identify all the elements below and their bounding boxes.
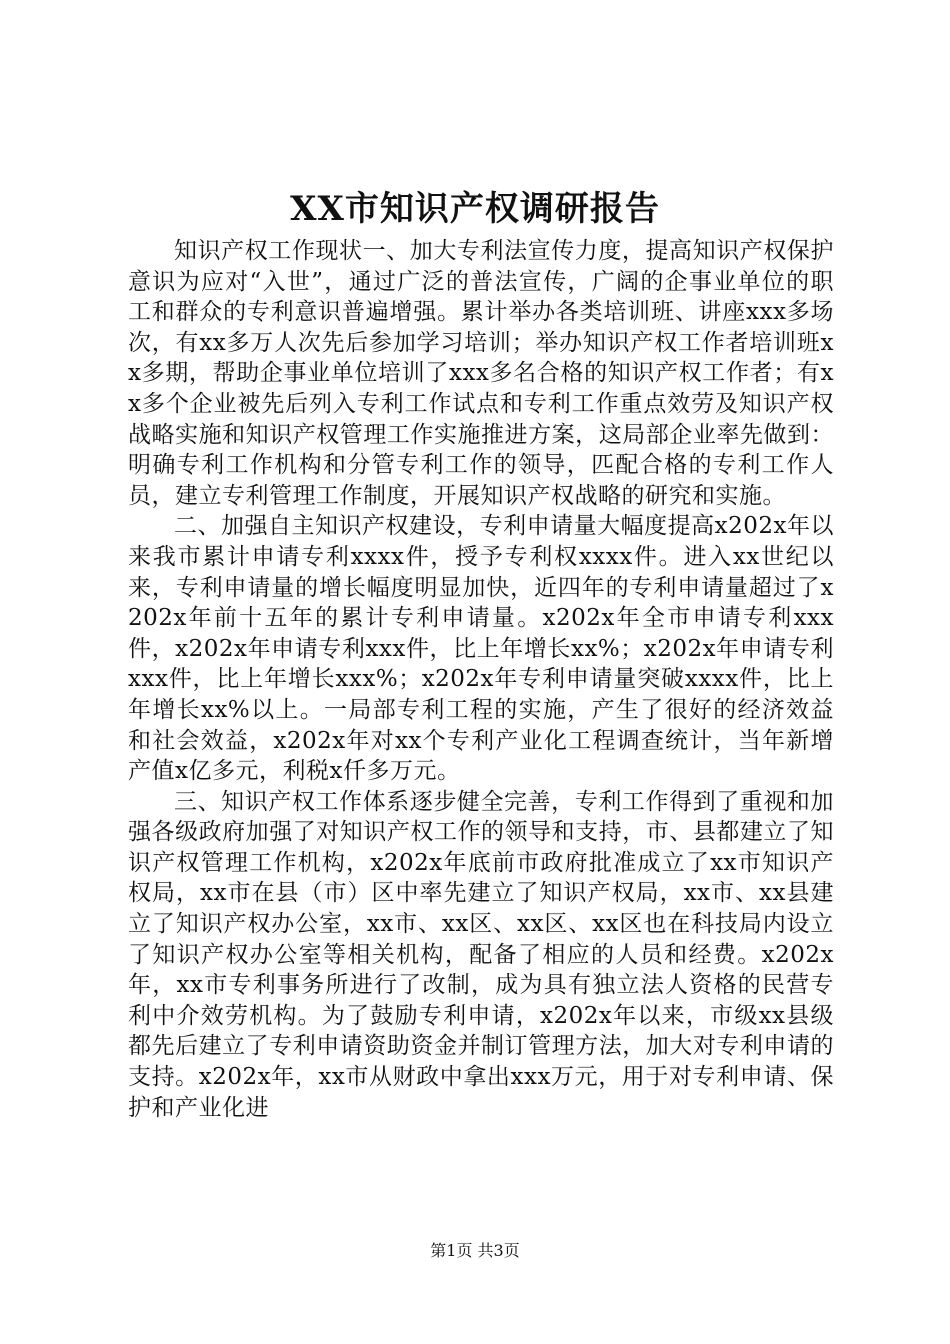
paragraph-2: 二、加强自主知识产权建设，专利申请量大幅度提高x202x年以来我市累计申请专利xxxx件，授予专利权xxxx件。进入xx世纪以来，专利申请量的增长幅度明显加快，近四年的专利申请量超过了x202x年前十五年的累计专利申请量。x202x年全市申请专利xxx件，x202x年申请专利xxx件，比上年增长xx%；x202x年申请专利xxx件，比上年增长xxx%；x202x年专利申请量突破xxxx件，比上年增长xx%以上。一局部专利工程的实施，产生了很好的经济效益和社会效益，x202x年对xx个专利产业化工程调查统计，当年新增产值x亿多元，利税x仟多万元。 xyxy=(128,513,834,785)
paragraph-1: 知识产权工作现状一、加大专利法宣传力度，提高知识产权保护意识为应对“入世”，通过广泛的普法宣传，广阔的企事业单位的职工和群众的专利意识普遍增强。累计举办各类培训班、讲座xxx多场次，有xx多万人次先后参加学习培训；举办知识产权工作者培训班xx多期，帮助企事业单位培训了xxx多名合格的知识产权工作者；有xx多个企业被先后列入专利工作试点和专利工作重点效劳及知识产权战略实施和知识产权管理工作实施推进方案，这局部企业率先做到：明确专利工作机构和分管专利工作的领导，匹配合格的专利工作人员，建立专利管理工作制度，开展知识产权战略的研究和实施。 xyxy=(128,238,834,509)
document-body xyxy=(128,236,834,1123)
page-footer: 第1页 共3页 xyxy=(430,1241,520,1260)
document-title: XX市知识产权调研报告 xyxy=(290,189,660,229)
paragraph-3: 三、知识产权工作体系逐步健全完善，专利工作得到了重视和加强各级政府加强了对知识产权工作的领导和支持，市、县都建立了知识产权管理工作机构，x202x年底前市政府批准成立了xx市知识产权局，xx市在县（市）区中率先建立了知识产权局，xx市、xx县建立了知识产权办公室，xx市、xx区、xx区、xx区也在科技局内设立了知识产权办公室等相关机构，配备了相应的人员和经费。x202x年，xx市专利事务所进行了改制，成为具有独立法人资格的民营专利中介效劳机构。为了鼓励专利申请，x202x年以来，市级xx县级都先后建立了专利申请资助资金并制订管理方法，加大对专利申请的支持。x202x年，xx市从财政中拿出xxx万元，用于对专利申请、保护和产业化进 xyxy=(128,788,834,1121)
